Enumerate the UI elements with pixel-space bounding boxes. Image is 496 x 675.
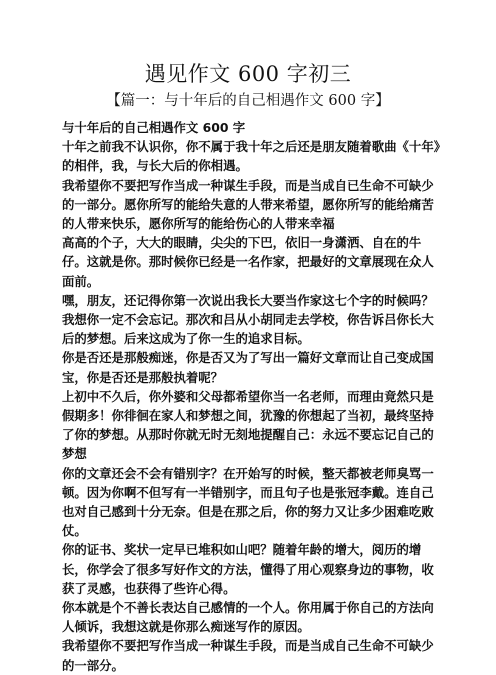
paragraph: 上初中不久后，你外婆和父母都希望你当一名老师，而理由竟然只是假期多！你徘徊在家人和梦想之间，犹豫的你想起了当初，最终坚持了你的梦想。从那时你就无时无刻地提醒自己：永远不要忘记自己的梦想: [62, 388, 434, 462]
section-subtitle: 【篇一：与十年后的自己相遇作文 600 字】: [106, 93, 390, 109]
paragraph: 我希望你不要把写作当成一种谋生手段，而是当成自己生命不可缺少的一部分。: [62, 638, 434, 673]
paragraph: 你本就是个不善长表达自己感情的一个人。你用属于你自己的方法向人倾诉，我想这就是你那么痴迷写作的原因。: [62, 600, 434, 635]
article-heading: 与十年后的自己相遇作文 600 字: [62, 120, 246, 135]
paragraph: 我希望你不要把写作当成一种谋生手段，而是当成自已生命不可缺少的一部分。愿你所写的能给失意的人带来希望，愿你所写的能给痛苦的人带来快乐，愿你所写的能给伤心的人带来幸福: [62, 177, 434, 232]
paragraph: 十年之前我不认识你，你不属于我十年之后还是朋友随着歌曲《十年》的相伴，我，与长大后的你相遇。: [62, 139, 440, 174]
paragraph: 你的证书、奖状一定早已堆积如山吧？随着年龄的增大，阅历的增长，你学会了很多写好作文的方法，懂得了用心观察身边的事物，收获了灵感，也获得了些许心得。: [62, 542, 434, 596]
page-title: 遇见作文 600 字初三: [144, 62, 352, 86]
paragraph: 你是否还是那般痴迷，你是否又为了写出一篇好文章而让自己变成国宝，你是否还是那般执着呢？: [62, 350, 434, 385]
paragraph: 高高的个子，大大的眼睛，尖尖的下巴，依旧一身潇洒、自在的牛仔。这就是你。那时候你已经是一名作家，把最好的文章展现在众人面前。: [62, 235, 434, 289]
article-body: [62, 118, 440, 675]
paragraph: 你的文章还会不会有错别字？在开始写的时候，整天都被老师臭骂一顿。因为你啊不但写有一半错别字，而且句子也是张冠李戴。连自己也对自己感到十分无奈。但是在那之后，你的努力又让多少困难吃败仗。: [62, 465, 434, 539]
paragraph: 嘿，朋友，还记得你第一次说出我长大要当作家这七个字的时候吗？我想你一定不会忘记。那次和吕从小胡同走去学校，你告诉吕你长大后的梦想。后来这成为了你一生的追求目标。: [62, 292, 434, 347]
